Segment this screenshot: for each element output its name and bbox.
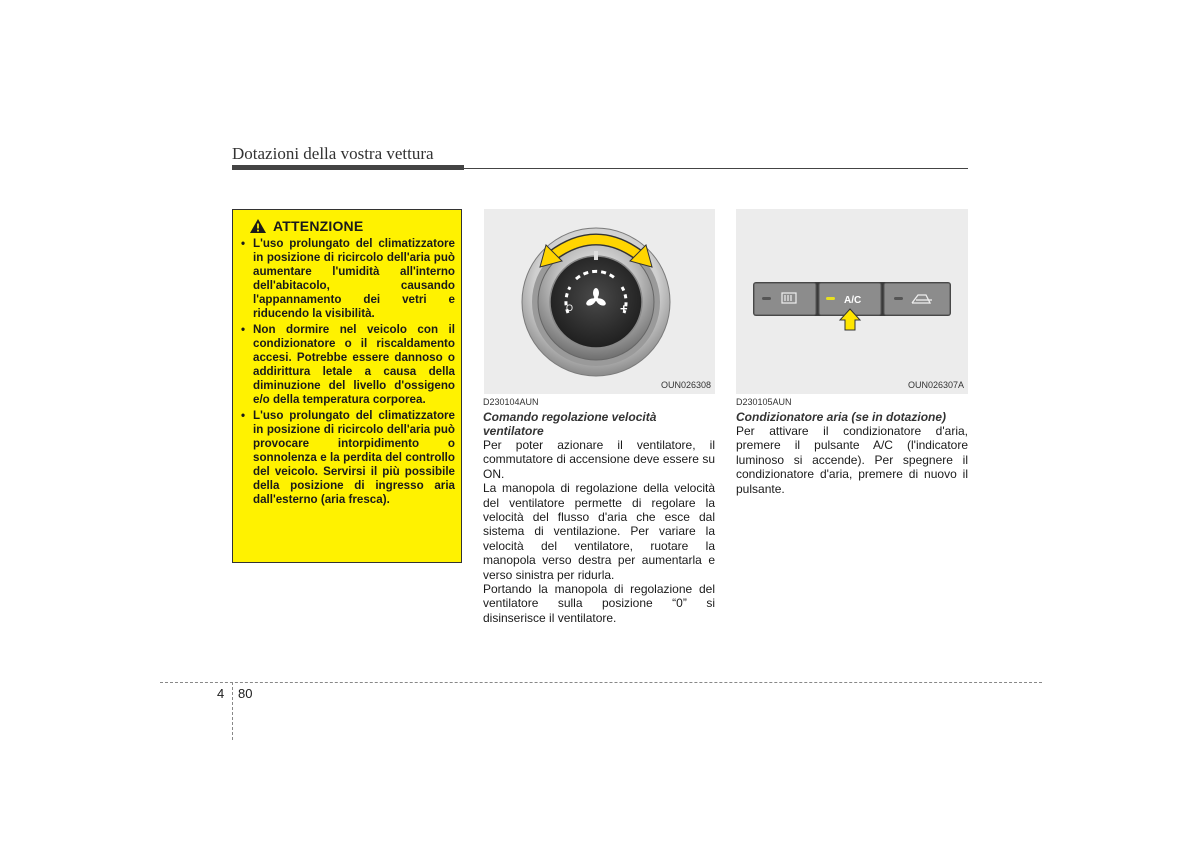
fan-speed-section bbox=[483, 396, 715, 625]
ac-button-label: A/C bbox=[844, 295, 862, 306]
paragraph: La manopola di regolazione della velocità del ventilatore permette di regolare la velocità del flusso d'aria che esce dal sistema di ventilazione. Per variare la velocità del ventilatore, ruotare la manopola verso destra per aumentarla e verso sinistra per ridurla. bbox=[483, 481, 715, 582]
image-code: OUN026307A bbox=[907, 380, 964, 390]
page-number: 80 bbox=[238, 686, 253, 701]
bullet-icon: • bbox=[241, 323, 246, 336]
section-subheading: Condizionatore aria (se in dotazione) bbox=[736, 410, 947, 424]
section-code: D230105AUN bbox=[736, 397, 792, 407]
footer-vertical-divider bbox=[232, 682, 233, 740]
ac-panel-drawing bbox=[736, 209, 968, 394]
footer-divider bbox=[160, 682, 1042, 683]
knob-max-label: + bbox=[620, 301, 628, 316]
warning-title bbox=[249, 218, 455, 234]
paragraph: Per poter azionare il ventilatore, il commutatore di accensione deve essere su ON. bbox=[483, 438, 715, 481]
section-code: D230104AUN bbox=[483, 397, 539, 407]
paragraph: Per attivare il condizionatore d'aria, premere il pulsante A/C (l'indicatore luminoso si accende). Per spegnere il condizionatore d'aria, premere di nuovo il pulsante. bbox=[736, 424, 968, 496]
section-subheading: Comando regolazione velocità ventilatore bbox=[483, 410, 657, 438]
fan-knob-illustration bbox=[484, 209, 715, 394]
warning-item-text: L'uso prolungato del climatizzatore in posizione di ricircolo dell'aria può aumentare l'umidità all'interno dell'abitacolo, causando l'appannamento dei vetri e riducendo la visibilità. bbox=[253, 237, 455, 320]
warning-item bbox=[241, 323, 455, 407]
warning-heading: ATTENZIONE bbox=[273, 218, 364, 234]
page-header-title: Dotazioni della vostra vettura bbox=[232, 144, 434, 163]
warning-item bbox=[241, 237, 455, 321]
warning-box bbox=[232, 209, 462, 563]
air-conditioning-section bbox=[736, 396, 968, 496]
warning-item-text: Non dormire nel veicolo con il condizionatore o il riscaldamento accesi. Potrebbe essere dannoso o addirittura letale a causa della diminuzione del livello d'ossigeno e/o della temperatura corporea. bbox=[253, 323, 455, 406]
warning-triangle-icon bbox=[249, 218, 267, 234]
warning-item bbox=[241, 409, 455, 507]
header-rule-thin bbox=[464, 168, 968, 169]
image-code: OUN026308 bbox=[660, 380, 711, 390]
warning-list bbox=[241, 237, 455, 507]
header-rule-thick bbox=[232, 165, 464, 170]
warning-item-text: L'uso prolungato del climatizzatore in posizione di ricircolo dell'aria può provocare intorpidimento o sonnolenza e la perdita del controllo del veicolo. Servirsi il più possibile della posizione di ingresso aria dall'esterno (aria fresca). bbox=[253, 409, 455, 506]
bullet-icon: • bbox=[241, 237, 246, 250]
knob-min-label: O bbox=[566, 303, 574, 313]
paragraph: Portando la manopola di regolazione del ventilatore sulla posizione “0” si disinserisce il ventilatore. bbox=[483, 582, 715, 625]
ac-panel-illustration bbox=[736, 209, 968, 394]
fan-knob-drawing bbox=[484, 209, 715, 394]
chapter-number: 4 bbox=[217, 686, 225, 701]
bullet-icon: • bbox=[241, 409, 246, 422]
